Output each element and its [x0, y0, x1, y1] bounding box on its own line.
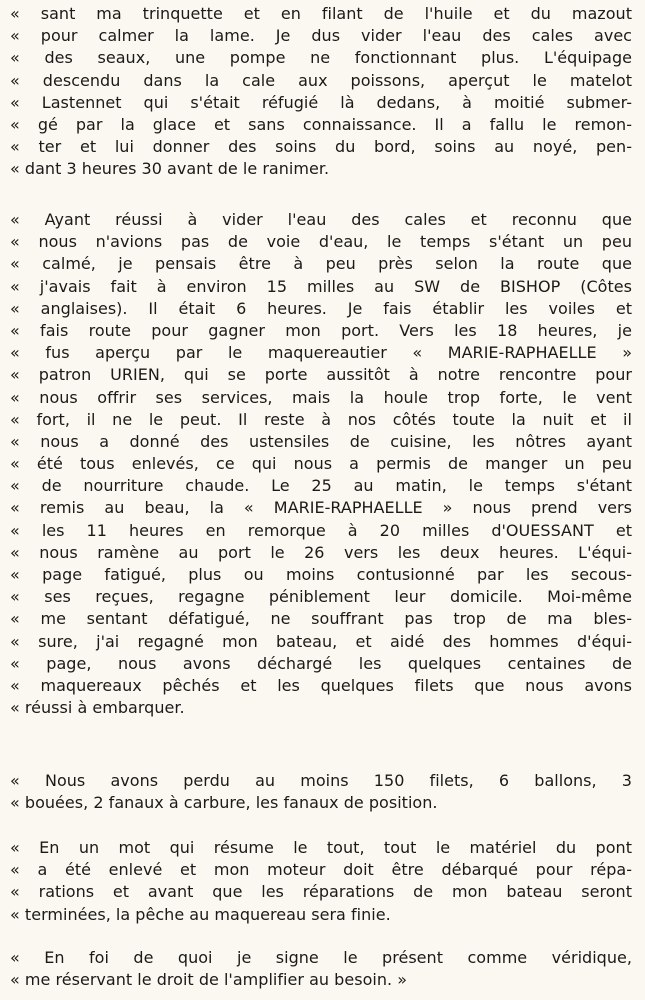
text-line: « sure, j'ai regagné mon bateau, et aidé des hommes d'équi-: [10, 631, 632, 651]
text-line: « fus aperçu par le maquereautier « MARIE-RAPHAELLE »: [10, 343, 632, 363]
paragraph-return-to-port: [10, 209, 632, 719]
text-line: « nous ramène au port le 26 vers les deux heures. L'équi-: [10, 542, 632, 562]
text-line: « me sentant défatigué, ne souffrant pas trop de ma bles-: [10, 609, 632, 629]
text-line: « de nourriture chaude. Le 25 au matin, le temps s'étant: [10, 476, 632, 496]
text-line: « me réservant le droit de l'amplifier au besoin. »: [10, 970, 408, 990]
text-line: « Nous avons perdu au moins 150 filets, 6 ballons, 3: [10, 771, 632, 790]
text-line: « réussi à embarquer.: [10, 698, 185, 718]
text-line: « a été enlevé et mon moteur doit être débarqué pour répa-: [10, 860, 632, 880]
text-line: « page, nous avons déchargé les quelques centaines de: [10, 653, 632, 673]
text-line: « fort, il ne le peut. Il reste à nos côtés toute la nuit et il: [10, 409, 632, 429]
paragraph-rescue-of-lastennet: [10, 3, 632, 181]
text-line: « descendu dans la cale aux poissons, aperçut le matelot: [10, 70, 632, 90]
text-line: « été tous enlevés, ce qui nous a permis de manger un peu: [10, 454, 632, 474]
text-line: « j'avais fait à environ 15 milles au SW de BISHOP (Côtes: [10, 276, 632, 296]
text-line: « les 11 heures en remorque à 20 milles d'OUESSANT et: [10, 520, 632, 540]
text-line: « maquereaux pêchés et les quelques filets que nous avons: [10, 675, 632, 695]
text-line: « fais route pour gagner mon port. Vers les 18 heures, je: [10, 320, 632, 340]
text-line: « nous offrir ses services, mais la houle trop forte, le vent: [10, 387, 632, 407]
paragraph-summary: [10, 837, 632, 926]
text-line: « sant ma trinquette et en filant de l'huile et du mazout: [10, 4, 632, 23]
text-line: « pour calmer la lame. Je dus vider l'eau des cales avec: [10, 26, 632, 46]
text-line: « anglaises). Il était 6 heures. Je fais établir les voiles et: [10, 298, 632, 318]
paragraph-attestation: [10, 947, 632, 991]
text-line: « calmé, je pensais être à peu près selon la route que: [10, 254, 632, 274]
text-line: « des seaux, une pompe ne fonctionnant plus. L'équipage: [10, 48, 632, 68]
text-line: « Ayant réussi à vider l'eau des cales et reconnu que: [10, 210, 632, 229]
paragraph-losses: [10, 770, 632, 814]
text-line: « terminées, la pêche au maquereau sera finie.: [10, 904, 391, 924]
text-line: « remis au beau, la « MARIE-RAPHAELLE » nous prend vers: [10, 498, 632, 518]
text-line: « patron URIEN, qui se porte aussitôt à notre rencontre pour: [10, 365, 632, 385]
text-line: « dant 3 heures 30 avant de le ranimer.: [10, 159, 330, 179]
text-line: « En un mot qui résume le tout, tout le matériel du pont: [10, 838, 632, 857]
text-line: « gé par la glace et sans connaissance. Il a fallu le remon-: [10, 114, 632, 134]
text-line: « ter et lui donner des soins du bord, soins au noyé, pen-: [10, 137, 632, 157]
text-line: « ses reçues, regagne péniblement leur domicile. Moi-même: [10, 587, 632, 607]
text-line: « bouées, 2 fanaux à carbure, les fanaux de position.: [10, 793, 438, 813]
text-line: « Lastennet qui s'était réfugié là dedans, à moitié submer-: [10, 92, 632, 112]
text-line: « nous n'avions pas de voie d'eau, le temps s'étant un peu: [10, 232, 632, 252]
text-line: « rations et avant que les réparations de mon bateau seront: [10, 882, 632, 902]
text-line: « nous a donné des ustensiles de cuisine, les nôtres ayant: [10, 431, 632, 451]
text-line: « En foi de quoi je signe le présent comme véridique,: [10, 948, 632, 967]
text-line: « page fatigué, plus ou moins contusionné par les secous-: [10, 565, 632, 584]
